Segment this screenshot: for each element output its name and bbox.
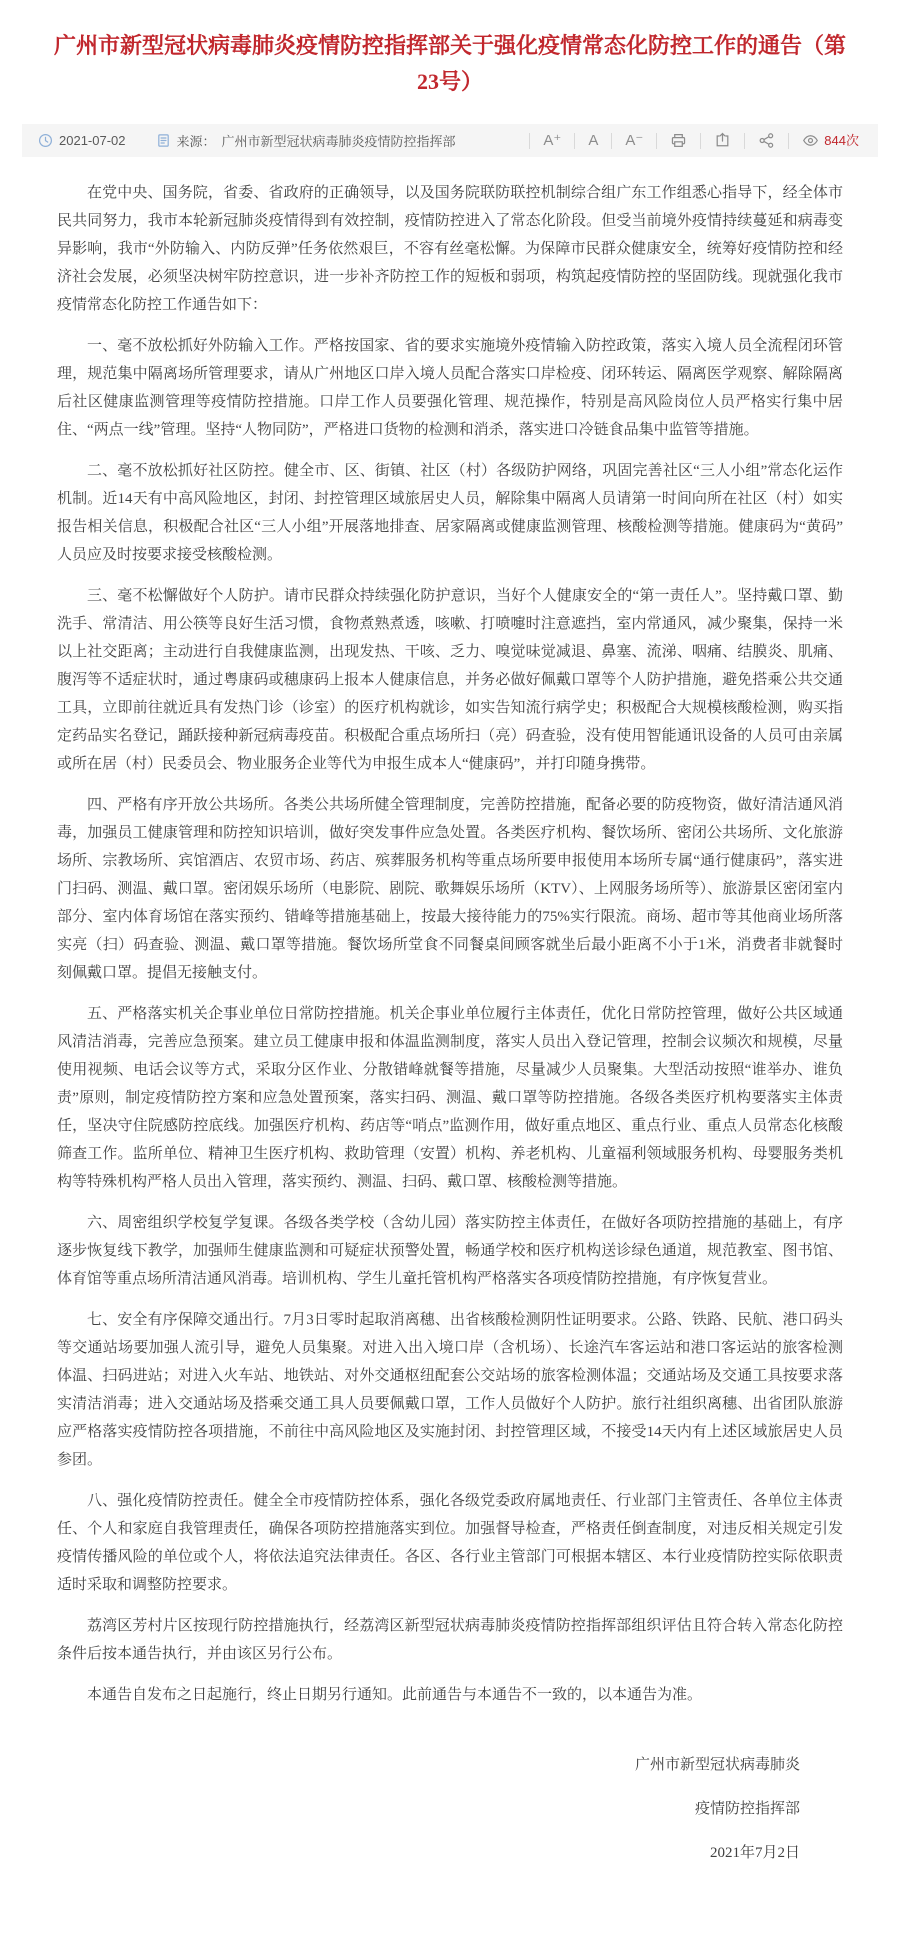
publish-date-item [38, 133, 126, 148]
paragraph: 七、安全有序保障交通出行。7月3日零时起取消离穗、出省核酸检测阴性证明要求。公路、铁路、民航、港口码头等交通站场要加强人流引导，避免人员集聚。对进入出入境口岸（含机场）、长途汽车客运站和港口客运站的旅客检测体温、扫码进站；对进入火车站、地铁站、对外交通枢纽配套公交站场的旅客检测体温；交通站场及交通工具按要求落实清洁消毒；进入交通站场及搭乘交通工具人员要佩戴口罩，工作人员做好个人防护。旅行社组织离穗、出省团队旅游应严格落实疫情防控各项措施，不前往中高风险地区及实施封闭、封控管理区域，不接受14天内有上述区域旅居史人员参团。 [57, 1312, 843, 1468]
export-icon [714, 132, 731, 149]
page-title: 广州市新型冠状病毒肺炎疫情防控指挥部关于强化疫情常态化防控工作的通告（第23号） [53, 33, 846, 94]
paragraph: 二、毫不放松抓好社区防控。健全市、区、街镇、社区（村）各级防护网络，巩固完善社区“三人小组”常态化运作机制。近14天有中高风险地区，封闭、封控管理区域旅居史人员，解除集中隔离人员请第一时间向所在社区（村）如实报告相关信息，积极配合社区“三人小组”开展落地排查、居家隔离或健康监测管理、核酸检测等措施。健康码为“黄码”人员应及时按要求接受核酸检测。 [57, 463, 843, 563]
printer-icon [670, 132, 687, 149]
toolbar [529, 124, 872, 157]
font-larger-label: A⁺ [543, 131, 562, 149]
font-larger-button[interactable] [529, 133, 574, 149]
paragraph: 三、毫不松懈做好个人防护。请市民群众持续强化防护意识，当好个人健康安全的“第一责任人”。坚持戴口罩、勤洗手、常清洁、用公筷等良好生活习惯，食物煮熟煮透，咳嗽、打喷嚏时注意遮挡，室内常通风，减少聚集，保持一米以上社交距离；主动进行自我健康监测，出现发热、干咳、乏力、嗅觉味觉减退、鼻塞、流涕、咽痛、结膜炎、肌痛、腹泻等不适症状时，通过粤康码或穗康码上报本人健康信息，并务必做好佩戴口罩等个人防护措施，避免搭乘公共交通工具，立即前往就近具有发热门诊（诊室）的医疗机构就诊，如实告知流行病学史；积极配合大规模核酸检测，购买指定药品实名登记，踊跃接种新冠病毒疫苗。积极配合重点场所扫（亮）码查验，没有使用智能通讯设备的人员可由亲属或所在居（村）民委员会、物业服务企业等代为申报生成本人“健康码”，并打印随身携带。 [57, 588, 843, 772]
signature-line: 2021年7月2日 [709, 1845, 800, 1861]
paragraph: 一、毫不放松抓好外防输入工作。严格按国家、省的要求实施境外疫情输入防控政策，落实入境人员全流程闭环管理，规范集中隔离场所管理要求，请从广州地区口岸入境人员配合落实口岸检疫、闭环转运、隔离医学观察、解除隔离后社区健康监测管理等疫情防控措施。口岸工作人员要强化管理、规范操作，特别是高风险岗位人员严格实行集中居住、“两点一线”管理。坚持“人物同防”，严格进口货物的检测和消杀，落实进口冷链食品集中监管等措施。 [57, 338, 843, 438]
document-icon [156, 133, 171, 148]
font-medium-label: A [588, 131, 599, 149]
font-smaller-button[interactable] [611, 133, 656, 149]
print-button[interactable] [656, 133, 700, 149]
share-button[interactable] [744, 133, 788, 149]
source-name: 广州市新型冠状病毒肺炎疫情防控指挥部 [221, 134, 456, 149]
eye-icon [802, 132, 819, 149]
source-label: 来源： [176, 134, 216, 149]
view-count: 844次 [824, 132, 859, 148]
signature-line: 广州市新型冠状病毒肺炎 [634, 1757, 800, 1773]
signature-line: 疫情防控指挥部 [694, 1801, 800, 1817]
publish-date: 2021-07-02 [59, 133, 126, 148]
paragraph: 八、强化疫情防控责任。健全全市疫情防控体系，强化各级党委政府属地责任、行业部门主管责任、各单位主体责任、个人和家庭自我管理责任，确保各项防控措施落实到位。加强督导检查，严格责任倒查制度，对违反相关规定引发疫情传播风险的单位或个人，将依法追究法律责任。各区、各行业主管部门可根据本辖区、本行业疫情防控实际依职责适时采取和调整防控要求。 [57, 1493, 843, 1593]
paragraph: 四、严格有序开放公共场所。各类公共场所健全管理制度，完善防控措施，配备必要的防疫物资，做好清洁通风消毒，加强员工健康管理和防控知识培训，做好突发事件应急处置。各类医疗机构、餐饮场所、密闭公共场所、文化旅游场所、宗教场所、宾馆酒店、农贸市场、药店、殡葬服务机构等重点场所要申报使用本场所专属“通行健康码”，落实进门扫码、测温、戴口罩。密闭娱乐场所（电影院、剧院、歌舞娱乐场所（KTV）、上网服务场所等）、旅游景区密闭室内部分、室内体育场馆在落实预约、错峰等措施基础上，按最大接待能力的75%实行限流。商场、超市等其他商业场所落实亮（扫）码查验、测温、戴口罩等措施。餐饮场所堂食不同餐桌间顾客就坐后最小距离不小于1米，消费者非就餐时刻佩戴口罩。提倡无接触支付。 [57, 797, 843, 981]
share-icon [758, 132, 775, 149]
view-counter [788, 133, 872, 149]
paragraph: 六、周密组织学校复学复课。各级各类学校（含幼儿园）落实防控主体责任，在做好各项防控措施的基础上，有序逐步恢复线下教学，加强师生健康监测和可疑症状预警处置，畅通学校和医疗机构送诊绿色通道，规范教室、图书馆、体育馆等重点场所清洁通风消毒。培训机构、学生儿童托管机构严格落实各项疫情防控措施，有序恢复营业。 [57, 1215, 843, 1287]
paragraph: 荔湾区芳村片区按现行防控措施执行，经荔湾区新型冠状病毒肺炎疫情防控指挥部组织评估且符合转入常态化防控条件后按本通告执行，并由该区另行公布。 [57, 1618, 843, 1662]
meta-info [38, 131, 456, 150]
paragraph: 五、严格落实机关企事业单位日常防控措施。机关企事业单位履行主体责任，优化日常防控管理，做好公共区域通风清洁消毒，完善应急预案。建立员工健康申报和体温监测制度，落实人员出入登记管理，控制会议频次和规模，尽量使用视频、电话会议等方式，采取分区作业、分散错峰就餐等措施，尽量减少人员聚集。大型活动按照“谁举办、谁负责”原则，制定疫情防控方案和应急处置预案，落实扫码、测温、戴口罩等防控措施。各级各类医疗机构要落实主体责任，坚决守住院感防控底线。加强医疗机构、药店等“哨点”监测作用，做好重点地区、重点行业、重点人员常态化核酸筛查工作。监所单位、精神卫生医疗机构、救助管理（安置）机构、养老机构、儿童福利领域服务机构、母婴服务类机构等特殊机构严格人员出入管理，落实预约、测温、扫码、戴口罩、核酸检测等措施。 [57, 1006, 843, 1190]
clock-icon [38, 133, 53, 148]
export-button[interactable] [700, 133, 744, 149]
paragraph: 在党中央、国务院，省委、省政府的正确领导，以及国务院联防联控机制综合组广东工作组悉心指导下，经全体市民共同努力，我市本轮新冠肺炎疫情得到有效控制，疫情防控进入了常态化阶段。但受当前境外疫情持续蔓延和病毒变异影响，我市“外防输入、内防反弹”任务依然艰巨，不容有丝毫松懈。为保障市民群众健康安全，统筹好疫情防控和经济社会发展，必须坚决树牢防控意识，进一步补齐防控工作的短板和弱项，构筑起疫情防控的坚固防线。现就强化我市疫情常态化防控工作通告如下： [57, 185, 843, 313]
signature-block [0, 1722, 900, 1944]
paragraph: 本通告自发布之日起施行，终止日期另行通知。此前通告与本通告不一致的，以本通告为准。 [87, 1687, 703, 1703]
source-item [156, 131, 456, 150]
font-smaller-label: A⁻ [625, 131, 644, 149]
font-medium-button[interactable] [574, 133, 611, 149]
meta-bar [22, 124, 878, 157]
article-body [0, 157, 900, 1709]
